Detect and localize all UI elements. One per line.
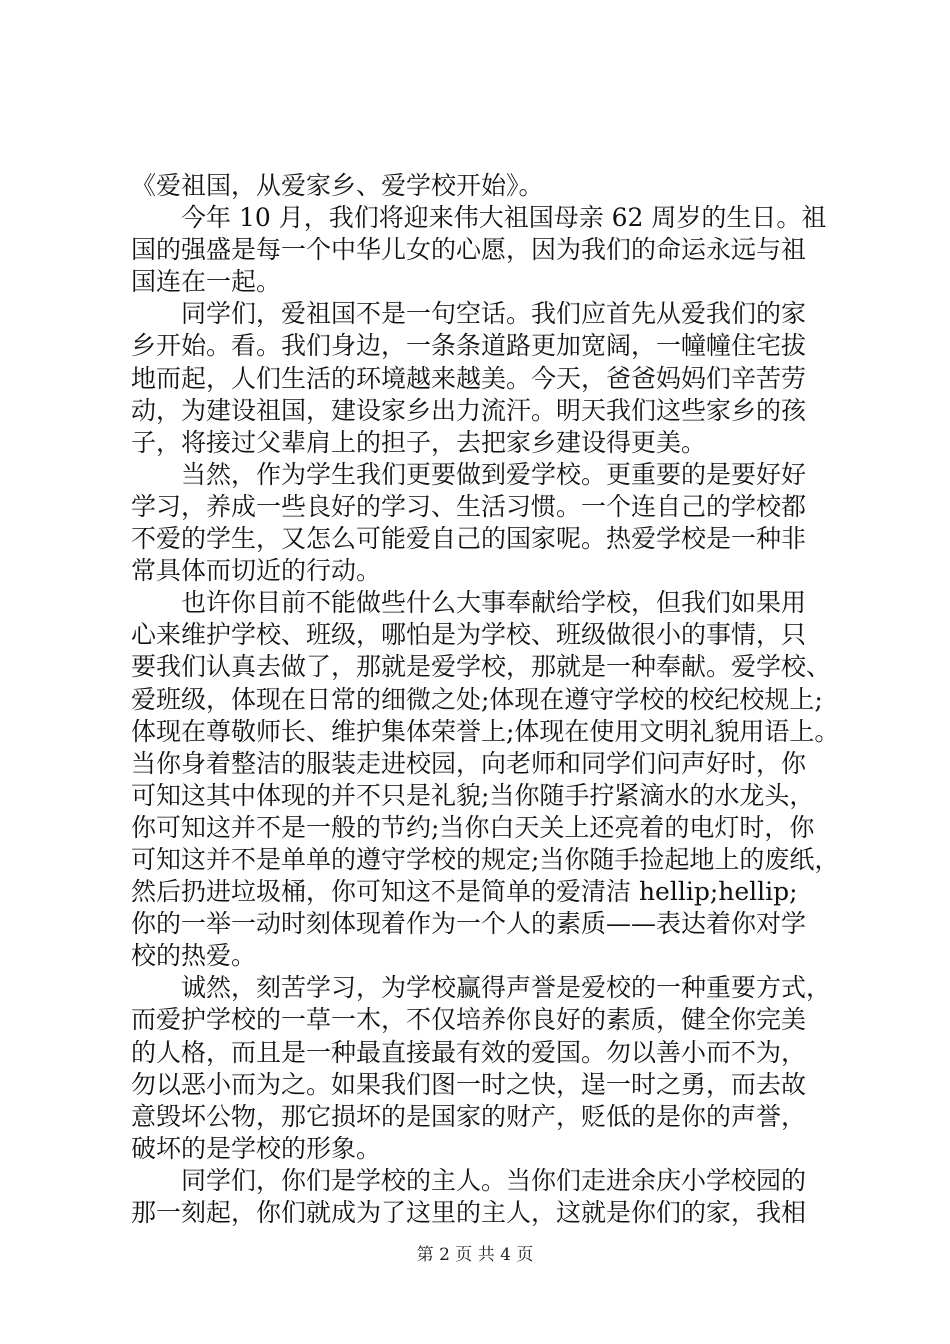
text-line: 爱班级，体现在日常的细微之处;体现在遵守学校的校纪校规上; — [131, 684, 823, 714]
text-line: 体现在尊敬师长、维护集体荣誉上;体现在使用文明礼貌用语上。 — [131, 716, 840, 746]
paragraph-first-line: 诚然，刻苦学习，为学校赢得声誉是爱校的一种重要方式， — [181, 973, 832, 1003]
text-line: 要我们认真去做了，那就是爱学校，那就是一种奉献。爱学校、 — [131, 652, 832, 682]
text-line: 动，为建设祖国，建设家乡出力流汗。明天我们这些家乡的孩 — [131, 395, 807, 425]
text-line: 你的一举一动时刻体现着作为一个人的素质——表达着你对学 — [131, 909, 807, 939]
text-line: 子，将接过父辈肩上的担子，去把家乡建设得更美。 — [131, 427, 707, 457]
document-body — [131, 170, 840, 1229]
text-line: 的人格，而且是一种最直接最有效的爱国。勿以善小而不为， — [131, 1037, 807, 1067]
text-line: 国连在一起。 — [131, 267, 282, 297]
text-line: 当你身着整洁的服装走进校园，向老师和同学们问声好时，你 — [131, 748, 807, 778]
text-line: 心来维护学校、班级，哪怕是为学校、班级做很小的事情，只 — [131, 620, 807, 650]
text-line: 不爱的学生，又怎么可能爱自己的国家呢。热爱学校是一种非 — [131, 524, 807, 554]
text-line: 可知这并不是单单的遵守学校的规定;当你随手捡起地上的废纸， — [131, 844, 840, 874]
text-line: 你可知这并不是一般的节约;当你白天关上还亮着的电灯时，你 — [131, 812, 815, 842]
paragraph-first-line: 今年 10 月，我们将迎来伟大祖国母亲 62 周岁的生日。祖 — [181, 203, 827, 233]
text-line: 然后扔进垃圾桶，你可知这不是简单的爱清洁 hellip;hellip; — [131, 877, 798, 907]
text-line: 可知这其中体现的并不只是礼貌;当你随手拧紧滴水的水龙头， — [131, 780, 815, 810]
paragraph-first-line: 当然，作为学生我们更要做到爱学校。更重要的是要好好 — [181, 459, 807, 489]
text-line: 勿以恶小而为之。如果我们图一时之快，逞一时之勇，而去故 — [131, 1069, 807, 1099]
text-line: 乡开始。看。我们身边，一条条道路更加宽阔，一幢幢住宅拔 — [131, 331, 807, 361]
text-line: 校的热爱。 — [131, 941, 257, 971]
paragraph-first-line: 同学们，你们是学校的主人。当你们走进余庆小学校园的 — [181, 1165, 807, 1195]
paragraph-first-line: 同学们，爱祖国不是一句空话。我们应首先从爱我们的家 — [181, 299, 807, 329]
text-line: 而爱护学校的一草一木，不仅培养你良好的素质，健全你完美 — [131, 1005, 807, 1035]
text-line: 地而起，人们生活的环境越来越美。今天，爸爸妈妈们辛苦劳 — [131, 363, 807, 393]
page-footer: 第 2 页 共 4 页 — [416, 1245, 534, 1265]
text-line: 《爱祖国，从爱家乡、爱学校开始》。 — [131, 171, 544, 200]
text-line: 国的强盛是每一个中华儿女的心愿，因为我们的命运永远与祖 — [131, 235, 807, 265]
text-line: 破坏的是学校的形象。 — [131, 1133, 382, 1163]
text-line: 常具体而切近的行动。 — [131, 556, 382, 586]
text-line: 学习，养成一些良好的学习、生活习惯。一个连自己的学校都 — [131, 491, 807, 521]
text-line: 那一刻起，你们就成为了这里的主人，这就是你们的家，我相 — [131, 1198, 807, 1227]
paragraph-first-line: 也许你目前不能做些什么大事奉献给学校，但我们如果用 — [181, 588, 807, 618]
text-line: 意毁坏公物，那它损坏的是国家的财产，贬低的是你的声誉， — [131, 1101, 807, 1131]
